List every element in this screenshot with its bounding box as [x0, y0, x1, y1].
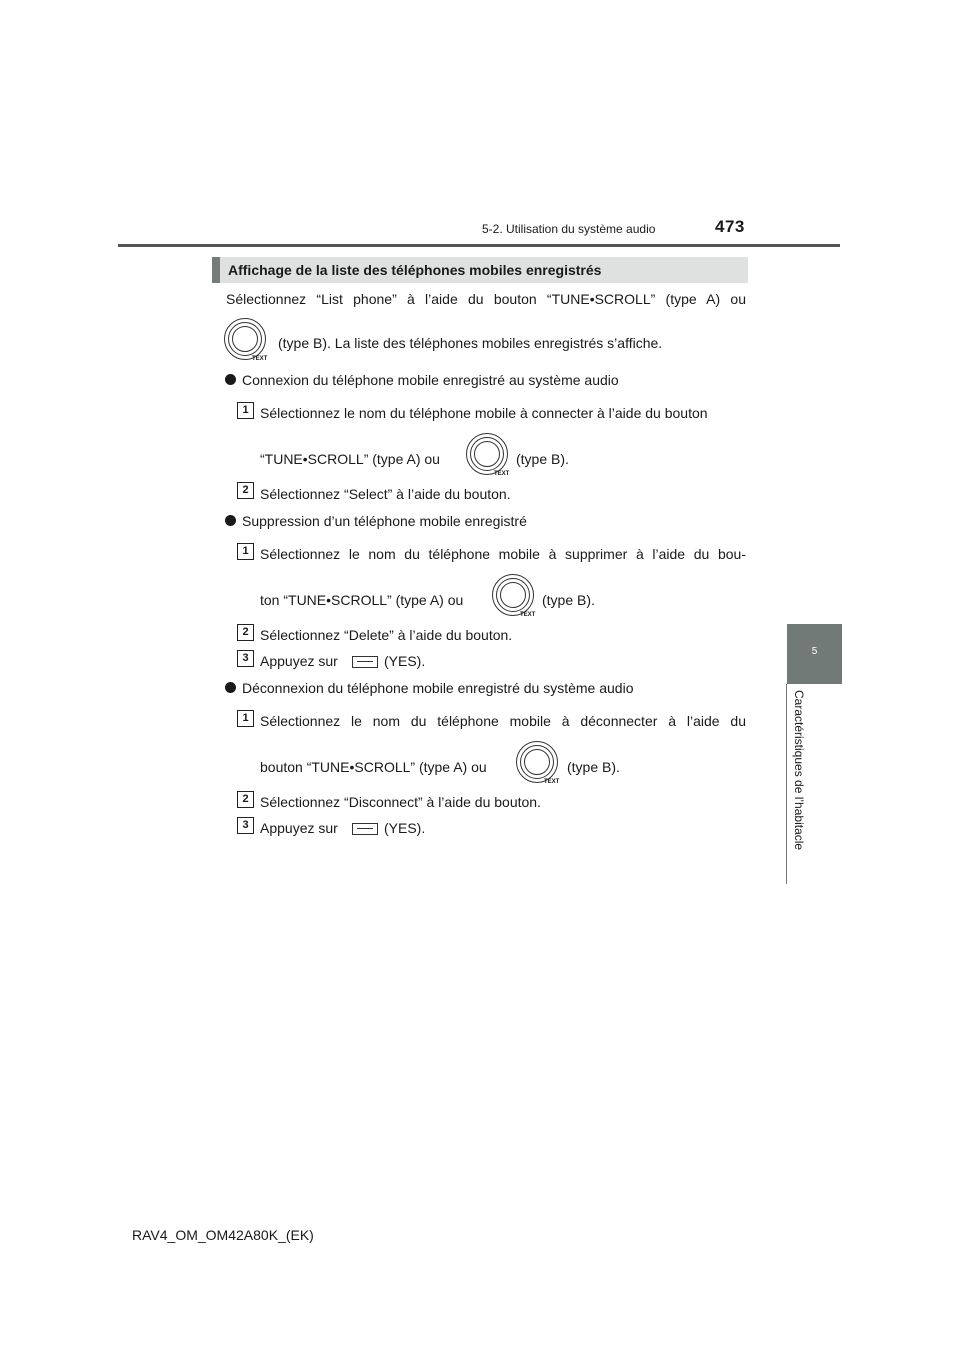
step-text: Sélectionnez le nom du téléphone mobile à connecter à l’aide du bouton: [260, 405, 708, 421]
chapter-tab: [787, 624, 842, 684]
step-number: 3: [237, 817, 254, 834]
step-text: Sélectionnez “Delete” à l’aide du bouton.: [260, 627, 513, 643]
step-text: Sélectionnez “Select” à l’aide du bouton.: [260, 486, 511, 502]
step-number: 1: [237, 710, 254, 727]
step-text: (YES).: [384, 820, 426, 836]
section-title: Affichage de la liste des téléphones mobiles enregistrés: [212, 257, 748, 283]
knob-label: TEXT: [520, 612, 536, 618]
step-text: Sélectionnez le nom du téléphone mobile à supprimer à l’aide du bou-: [260, 546, 746, 562]
step-text: (type B).: [516, 451, 569, 467]
intro-line-1: Sélectionnez “List phone” à l’aide du bouton “TUNE•SCROLL” (type A) ou: [226, 291, 746, 307]
step-text: Appuyez sur: [260, 653, 338, 669]
step-text: ton “TUNE•SCROLL” (type A) ou: [260, 592, 464, 608]
page-number: 473: [715, 217, 745, 236]
step-text: Sélectionnez le nom du téléphone mobile à déconnecter à l’aide du: [260, 713, 746, 729]
knob-label: TEXT: [252, 356, 268, 362]
step-number: 2: [237, 791, 254, 808]
chapter-title: Caractéristiques de l’habitacle: [792, 690, 806, 851]
intro-line-2: (type B). La liste des téléphones mobiles enregistrés s’affiche.: [278, 335, 663, 351]
tune-scroll-knob-icon: [222, 316, 268, 362]
step-text: “TUNE•SCROLL” (type A) ou: [260, 451, 440, 467]
tune-scroll-knob-icon: [464, 431, 510, 477]
step-text: bouton “TUNE•SCROLL” (type A) ou: [260, 759, 487, 775]
step-number: 3: [237, 650, 254, 667]
step-number: 1: [237, 402, 254, 419]
chapter-number: 5: [811, 646, 818, 657]
header-divider: [118, 244, 840, 247]
knob-label: TEXT: [544, 779, 560, 785]
step-text: (type B).: [567, 759, 620, 775]
group-title-disconnect: Déconnexion du téléphone mobile enregistré du système audio: [242, 680, 634, 696]
step-text: Sélectionnez “Disconnect” à l’aide du bouton.: [260, 794, 541, 810]
header-section-title: 5-2. Utilisation du système audio: [482, 222, 656, 236]
preset-button-icon: [352, 656, 378, 668]
knob-label: TEXT: [494, 471, 510, 477]
document-code: RAV4_OM_OM42A80K_(EK): [132, 1227, 314, 1243]
step-text: (YES).: [384, 653, 426, 669]
step-text: Appuyez sur: [260, 820, 338, 836]
step-number: 1: [237, 543, 254, 560]
tune-scroll-knob-icon: [490, 572, 536, 618]
step-text: (type B).: [542, 592, 595, 608]
bullet-icon: [225, 515, 236, 526]
bullet-icon: [225, 374, 236, 385]
step-number: 2: [237, 624, 254, 641]
bullet-icon: [225, 682, 236, 693]
group-title-delete: Suppression d’un téléphone mobile enregistré: [242, 513, 527, 529]
preset-button-icon: [352, 823, 378, 835]
tune-scroll-knob-icon: [514, 739, 560, 785]
group-title-connect: Connexion du téléphone mobile enregistré au système audio: [242, 372, 619, 388]
step-number: 2: [237, 482, 254, 499]
